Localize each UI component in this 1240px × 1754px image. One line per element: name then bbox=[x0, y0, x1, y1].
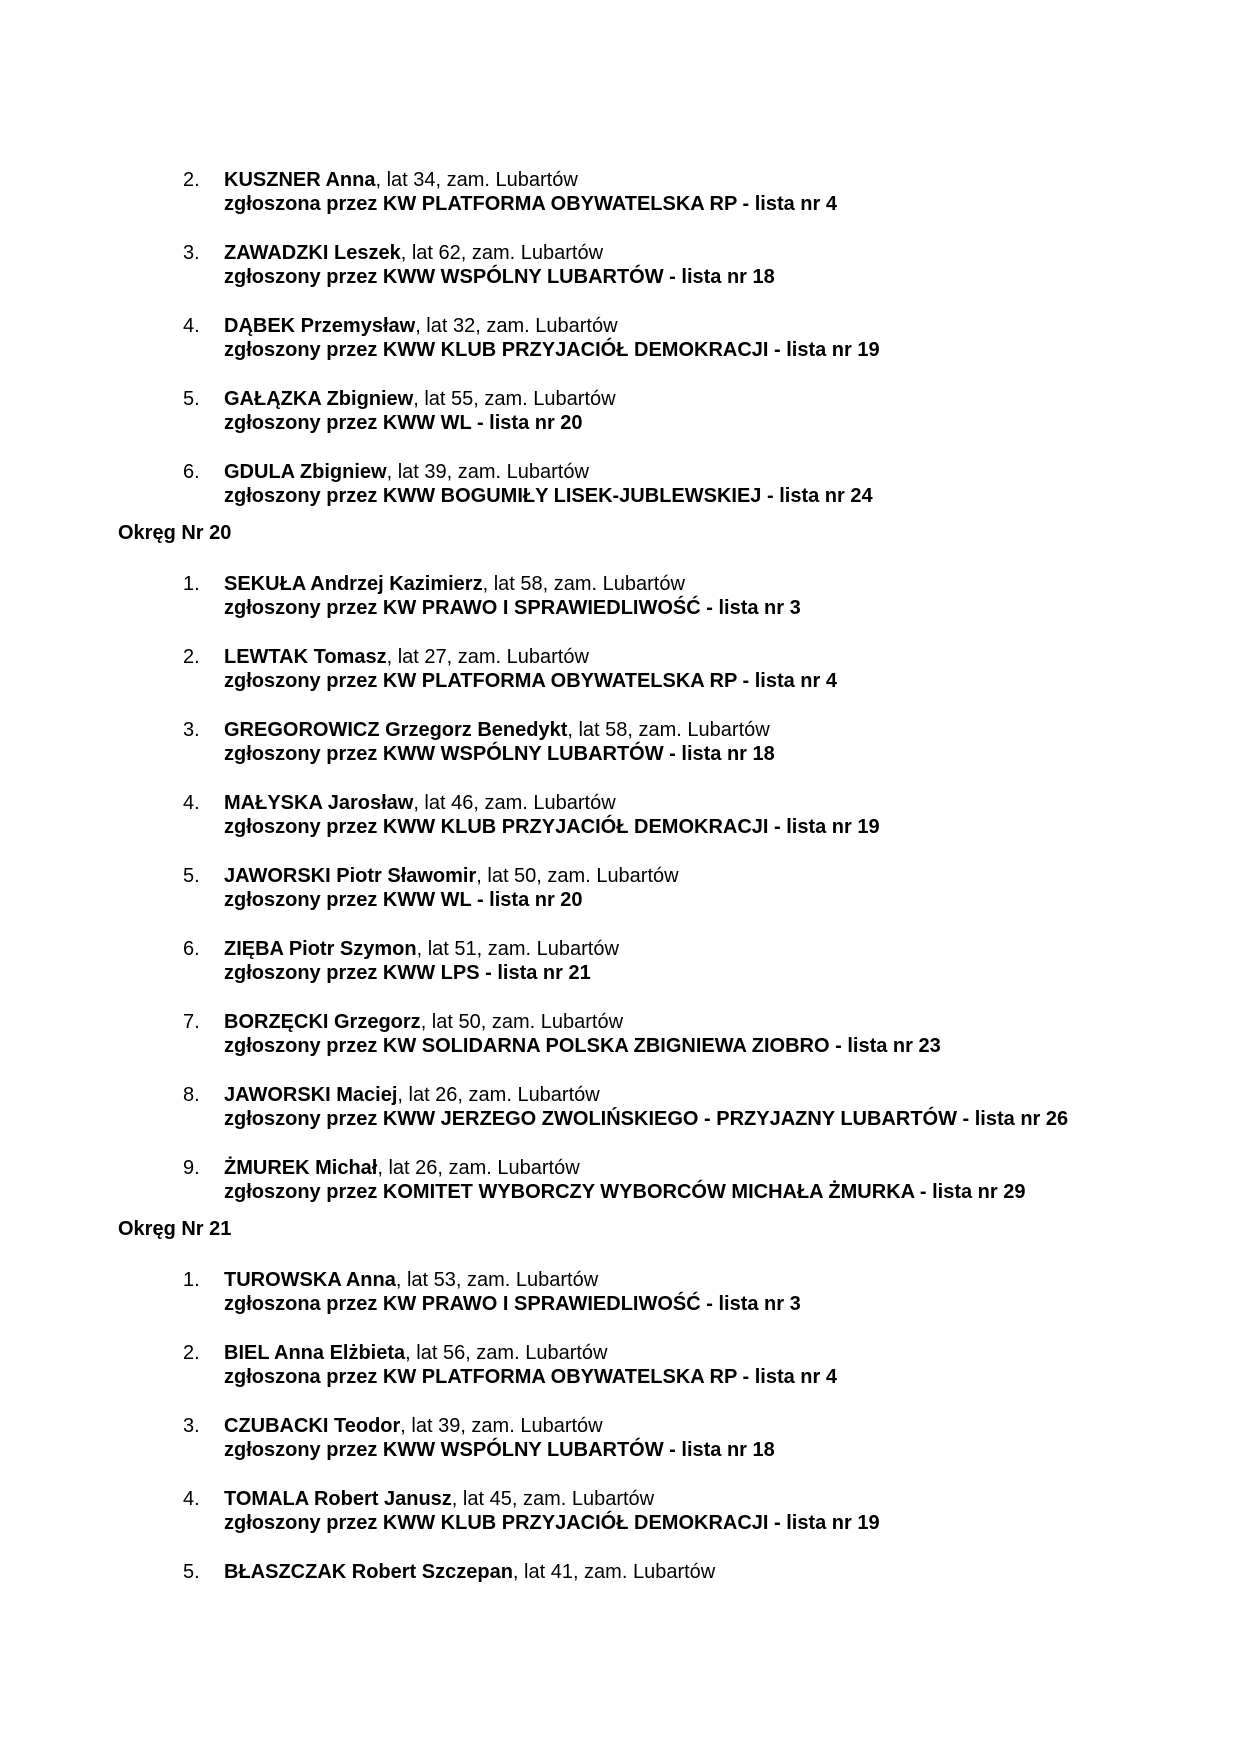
candidate-name: GREGOROWICZ Grzegorz Benedykt bbox=[224, 719, 568, 741]
candidate-entry bbox=[0, 846, 1240, 919]
candidate-age-residence: , lat 26, zam. Lubartów bbox=[397, 1084, 600, 1106]
district-section bbox=[0, 1211, 1240, 1615]
nominating-committee-line bbox=[224, 338, 880, 362]
nominated-by-label: zgłoszony przez bbox=[224, 339, 383, 361]
district-heading: Okręg Nr 20 bbox=[118, 522, 232, 544]
candidate-entry bbox=[0, 1469, 1240, 1542]
candidate-name: CZUBACKI Teodor bbox=[224, 1415, 401, 1437]
nominated-by-label: zgłoszony przez bbox=[224, 1512, 383, 1534]
nominating-committee-line bbox=[224, 1438, 775, 1462]
candidate-details-line bbox=[224, 645, 589, 669]
candidate-age-residence: , lat 58, zam. Lubartów bbox=[482, 573, 685, 595]
nominated-by-label: zgłoszony przez bbox=[224, 597, 383, 619]
candidate-age-residence: , lat 58, zam. Lubartów bbox=[567, 719, 770, 741]
candidate-details-line bbox=[224, 1268, 598, 1292]
candidate-number: 9. bbox=[183, 1157, 200, 1179]
candidate-age-residence: , lat 56, zam. Lubartów bbox=[405, 1342, 608, 1364]
nominating-committee-line bbox=[224, 1511, 880, 1535]
candidate-age-residence: , lat 45, zam. Lubartów bbox=[451, 1488, 655, 1510]
candidate-entry bbox=[0, 1138, 1240, 1211]
committee-name: KW PRAWO I SPRAWIEDLIWOŚĆ - lista nr 3 bbox=[382, 1293, 801, 1315]
committee-name: KWW WSPÓLNY LUBARTÓW - lista nr 18 bbox=[382, 266, 775, 288]
candidate-details-line bbox=[224, 791, 616, 815]
candidate-details-line bbox=[224, 1414, 603, 1438]
committee-name: KWW WL - lista nr 20 bbox=[382, 412, 583, 434]
candidate-age-residence: , lat 41, zam. Lubartów bbox=[512, 1561, 716, 1583]
candidate-details-line bbox=[224, 572, 685, 596]
nominating-committee-line bbox=[224, 265, 775, 289]
candidate-list bbox=[0, 150, 1240, 1615]
candidate-entry bbox=[0, 150, 1240, 223]
candidate-number: 6. bbox=[183, 461, 200, 483]
candidate-number: 5. bbox=[183, 388, 200, 410]
candidate-name: SEKUŁA Andrzej Kazimierz bbox=[224, 573, 483, 595]
candidate-name: GAŁĄZKA Zbigniew bbox=[224, 388, 414, 410]
candidate-name: TOMALA Robert Janusz bbox=[224, 1488, 452, 1510]
candidate-age-residence: , lat 32, zam. Lubartów bbox=[415, 315, 618, 337]
candidate-number: 3. bbox=[183, 242, 200, 264]
candidate-name: BORZĘCKI Grzegorz bbox=[224, 1011, 421, 1033]
candidate-entry bbox=[0, 773, 1240, 846]
nominated-by-label: zgłoszony przez bbox=[224, 962, 383, 984]
nominating-committee-line bbox=[224, 1034, 941, 1058]
nominating-committee-line bbox=[224, 596, 801, 620]
committee-name: KWW WL - lista nr 20 bbox=[382, 889, 583, 911]
candidate-age-residence: , lat 26, zam. Lubartów bbox=[377, 1157, 580, 1179]
nominating-committee-line bbox=[224, 1292, 801, 1316]
nominating-committee-line bbox=[224, 1365, 837, 1389]
candidate-number: 4. bbox=[183, 1488, 200, 1510]
committee-name: KWW WSPÓLNY LUBARTÓW - lista nr 18 bbox=[382, 743, 775, 765]
candidate-name: GDULA Zbigniew bbox=[224, 461, 387, 483]
nominating-committee-line bbox=[224, 1180, 1025, 1204]
nominated-by-label: zgłoszony przez bbox=[224, 889, 383, 911]
candidate-name: ZIĘBA Piotr Szymon bbox=[224, 938, 417, 960]
nominated-by-label: zgłoszony przez bbox=[224, 1181, 383, 1203]
candidate-entry bbox=[0, 554, 1240, 627]
nominated-by-label: zgłoszony przez bbox=[224, 816, 383, 838]
candidate-details-line bbox=[224, 1560, 715, 1584]
district-section bbox=[0, 515, 1240, 1211]
committee-name: KOMITET WYBORCZY WYBORCÓW MICHAŁA ŻMURKA - lista nr 29 bbox=[382, 1181, 1026, 1203]
candidate-age-residence: , lat 34, zam. Lubartów bbox=[375, 169, 578, 191]
candidate-entry bbox=[0, 627, 1240, 700]
candidate-name: TUROWSKA Anna bbox=[224, 1269, 396, 1291]
candidate-details-line bbox=[224, 1156, 580, 1180]
candidate-number: 3. bbox=[183, 1415, 200, 1437]
committee-name: KWW WSPÓLNY LUBARTÓW - lista nr 18 bbox=[382, 1439, 775, 1461]
candidate-name: JAWORSKI Maciej bbox=[224, 1084, 398, 1106]
committee-name: KWW JERZEGO ZWOLIŃSKIEGO - PRZYJAZNY LUBARTÓW - lista nr 26 bbox=[382, 1108, 1069, 1130]
candidate-details-line bbox=[224, 864, 679, 888]
candidate-entry bbox=[0, 1250, 1240, 1323]
candidate-details-line bbox=[224, 460, 589, 484]
candidate-details-line bbox=[224, 314, 618, 338]
committee-name: KWW KLUB PRZYJACIÓŁ DEMOKRACJI - lista nr 19 bbox=[382, 1512, 880, 1534]
committee-name: KW PLATFORMA OBYWATELSKA RP - lista nr 4 bbox=[382, 670, 837, 692]
candidate-age-residence: , lat 55, zam. Lubartów bbox=[413, 388, 616, 410]
candidate-name: LEWTAK Tomasz bbox=[224, 646, 387, 668]
nominating-committee-line bbox=[224, 815, 880, 839]
candidate-age-residence: , lat 46, zam. Lubartów bbox=[413, 792, 616, 814]
candidate-number: 2. bbox=[183, 646, 200, 668]
nominating-committee-line bbox=[224, 1107, 1068, 1131]
candidate-name: DĄBEK Przemysław bbox=[224, 315, 416, 337]
candidate-entry bbox=[0, 992, 1240, 1065]
candidate-details-line bbox=[224, 937, 619, 961]
nominating-committee-line bbox=[224, 669, 837, 693]
district-heading: Okręg Nr 21 bbox=[118, 1218, 232, 1240]
candidate-entry bbox=[0, 1542, 1240, 1615]
candidate-entry bbox=[0, 223, 1240, 296]
nominating-committee-line bbox=[224, 742, 775, 766]
candidate-entry bbox=[0, 700, 1240, 773]
candidate-details-line bbox=[224, 168, 578, 192]
nominated-by-label: zgłoszona przez bbox=[224, 1293, 383, 1315]
candidate-name: ZAWADZKI Leszek bbox=[224, 242, 401, 264]
nominating-committee-line bbox=[224, 411, 583, 435]
committee-name: KWW KLUB PRZYJACIÓŁ DEMOKRACJI - lista nr 19 bbox=[382, 339, 880, 361]
candidate-details-line bbox=[224, 241, 603, 265]
committee-name: KWW KLUB PRZYJACIÓŁ DEMOKRACJI - lista nr 19 bbox=[382, 816, 880, 838]
candidate-entry bbox=[0, 1065, 1240, 1138]
candidate-name: KUSZNER Anna bbox=[224, 169, 376, 191]
candidate-age-residence: , lat 39, zam. Lubartów bbox=[400, 1415, 603, 1437]
candidate-name: MAŁYSKA Jarosław bbox=[224, 792, 414, 814]
nominated-by-label: zgłoszony przez bbox=[224, 266, 383, 288]
nominating-committee-line bbox=[224, 888, 583, 912]
nominated-by-label: zgłoszony przez bbox=[224, 1035, 383, 1057]
nominating-committee-line bbox=[224, 192, 837, 216]
nominated-by-label: zgłoszony przez bbox=[224, 412, 383, 434]
candidate-entry bbox=[0, 1396, 1240, 1469]
nominated-by-label: zgłoszony przez bbox=[224, 670, 383, 692]
district-section bbox=[0, 150, 1240, 515]
candidate-age-residence: , lat 39, zam. Lubartów bbox=[386, 461, 589, 483]
candidate-age-residence: , lat 50, zam. Lubartów bbox=[476, 865, 679, 887]
nominated-by-label: zgłoszony przez bbox=[224, 743, 383, 765]
candidate-number: 2. bbox=[183, 1342, 200, 1364]
candidate-entry bbox=[0, 296, 1240, 369]
candidate-details-line bbox=[224, 1010, 623, 1034]
candidate-name: ŻMUREK Michał bbox=[224, 1157, 378, 1179]
committee-name: KW SOLIDARNA POLSKA ZBIGNIEWA ZIOBRO - lista nr 23 bbox=[382, 1035, 941, 1057]
candidate-details-line bbox=[224, 1341, 607, 1365]
candidate-age-residence: , lat 50, zam. Lubartów bbox=[420, 1011, 624, 1033]
committee-name: KW PLATFORMA OBYWATELSKA RP - lista nr 4 bbox=[382, 193, 837, 215]
candidate-age-residence: , lat 51, zam. Lubartów bbox=[416, 938, 619, 960]
candidate-number: 5. bbox=[183, 1561, 200, 1583]
candidate-number: 2. bbox=[183, 169, 200, 191]
candidate-entry bbox=[0, 442, 1240, 515]
candidate-name: BIEL Anna Elżbieta bbox=[224, 1342, 406, 1364]
candidate-name: BŁASZCZAK Robert Szczepan bbox=[224, 1561, 513, 1583]
candidate-number: 7. bbox=[183, 1011, 200, 1033]
nominating-committee-line bbox=[224, 484, 873, 508]
committee-name: KWW LPS - lista nr 21 bbox=[382, 962, 591, 984]
candidate-entry bbox=[0, 919, 1240, 992]
candidate-number: 1. bbox=[183, 1269, 200, 1291]
nominated-by-label: zgłoszona przez bbox=[224, 1366, 383, 1388]
candidate-number: 8. bbox=[183, 1084, 200, 1106]
district-heading-row bbox=[0, 515, 1240, 554]
candidate-number: 6. bbox=[183, 938, 200, 960]
candidate-age-residence: , lat 27, zam. Lubartów bbox=[386, 646, 589, 668]
nominated-by-label: zgłoszony przez bbox=[224, 1439, 383, 1461]
nominated-by-label: zgłoszony przez bbox=[224, 485, 383, 507]
candidate-number: 4. bbox=[183, 315, 200, 337]
nominated-by-label: zgłoszona przez bbox=[224, 193, 383, 215]
candidate-details-line bbox=[224, 1083, 600, 1107]
candidate-number: 1. bbox=[183, 573, 200, 595]
candidate-number: 5. bbox=[183, 865, 200, 887]
candidate-details-line bbox=[224, 718, 770, 742]
district-heading-row bbox=[0, 1211, 1240, 1250]
candidate-number: 4. bbox=[183, 792, 200, 814]
committee-name: KW PLATFORMA OBYWATELSKA RP - lista nr 4 bbox=[382, 1366, 837, 1388]
committee-name: KW PRAWO I SPRAWIEDLIWOŚĆ - lista nr 3 bbox=[382, 597, 801, 619]
candidate-name: JAWORSKI Piotr Sławomir bbox=[224, 865, 477, 887]
candidate-entry bbox=[0, 1323, 1240, 1396]
candidate-entry bbox=[0, 369, 1240, 442]
committee-name: KWW BOGUMIŁY LISEK-JUBLEWSKIEJ - lista nr 24 bbox=[382, 485, 873, 507]
candidate-age-residence: , lat 53, zam. Lubartów bbox=[395, 1269, 599, 1291]
candidate-details-line bbox=[224, 387, 616, 411]
candidate-details-line bbox=[224, 1487, 654, 1511]
candidate-number: 3. bbox=[183, 719, 200, 741]
candidate-age-residence: , lat 62, zam. Lubartów bbox=[400, 242, 604, 264]
nominated-by-label: zgłoszony przez bbox=[224, 1108, 383, 1130]
nominating-committee-line bbox=[224, 961, 591, 985]
